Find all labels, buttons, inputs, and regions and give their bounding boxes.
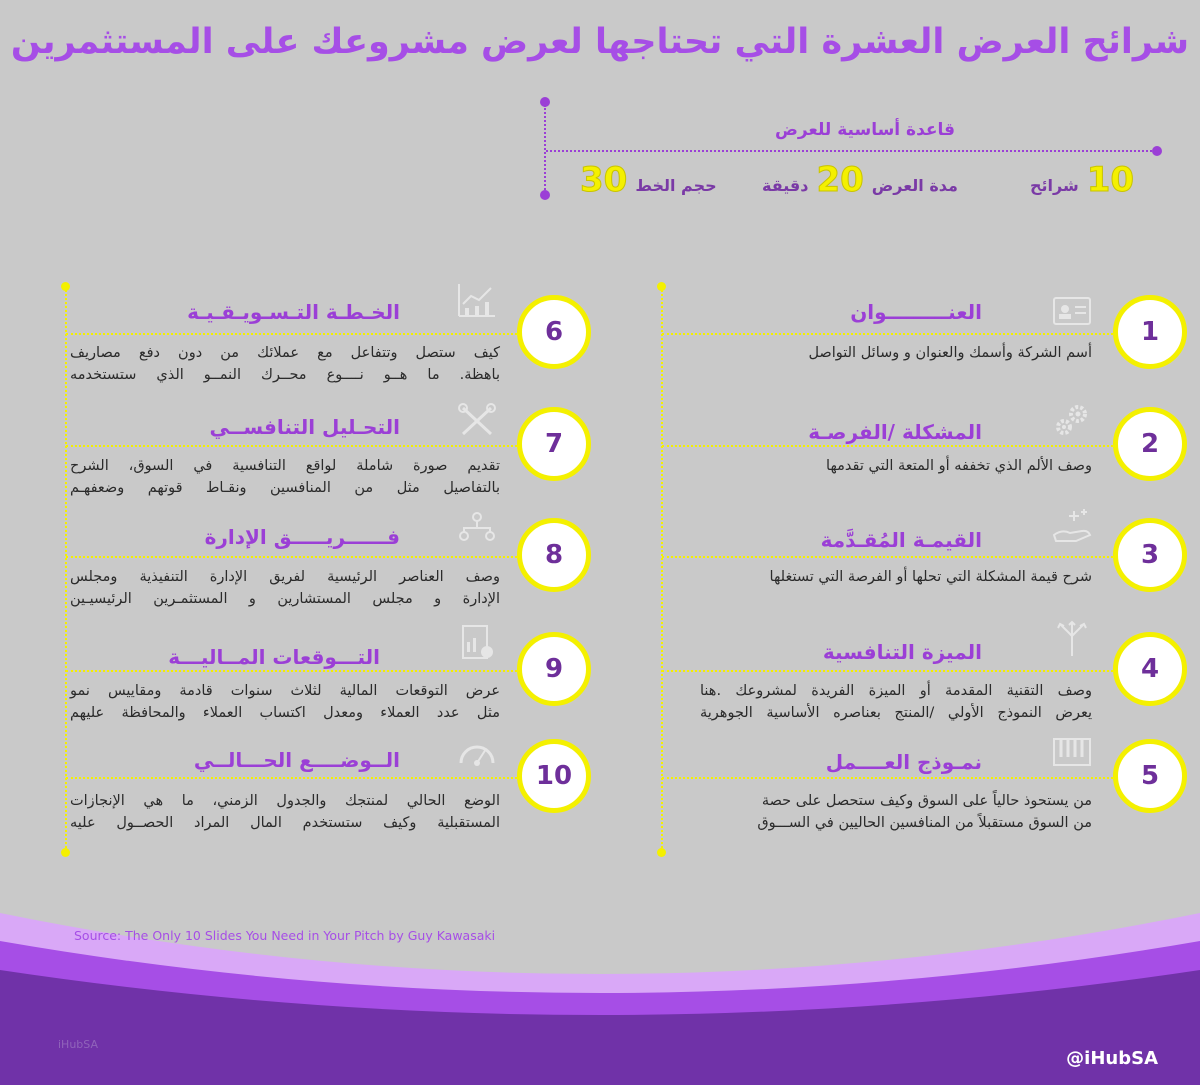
item-9-line-1: عرض التوقعات المالية لثلاث سنوات قادمة ومقاييس نمو bbox=[70, 683, 500, 699]
item-8-line-2: الإدارة و مجلس المستشارين و المستثمـرين الرئيسيـين bbox=[70, 591, 500, 607]
gears-icon bbox=[1050, 400, 1094, 440]
fact-slides-number: 10 bbox=[1086, 160, 1135, 200]
item-5-line-2: من السوق مستقبلاً من المنافسين الحاليين في الســـوق bbox=[757, 815, 1092, 831]
item-7-line bbox=[66, 445, 521, 447]
item-8-description bbox=[70, 566, 500, 610]
item-10-number: 10 bbox=[517, 739, 591, 813]
item-1-description bbox=[700, 342, 1092, 364]
right-timeline bbox=[661, 290, 663, 852]
item-9-description bbox=[70, 680, 500, 724]
item-10-title: الــوضــــع الحـــالــي bbox=[193, 748, 400, 772]
right-timeline-bottom-dot bbox=[657, 848, 666, 857]
item-4-line-1: وصف التقنية المقدمة أو الميزة الفريدة لمشروعك .هنا bbox=[700, 683, 1092, 699]
item-5-number: 5 bbox=[1113, 739, 1187, 813]
item-9-number: 9 bbox=[517, 632, 591, 706]
item-5-line-1: من يستحوذ حالياً على السوق وكيف ستحصل على حصة bbox=[761, 793, 1092, 809]
item-3-description bbox=[700, 566, 1092, 588]
left-timeline bbox=[65, 290, 67, 852]
item-5-title: نمـوذج العــــمل bbox=[825, 750, 982, 774]
item-2-description bbox=[700, 455, 1092, 477]
basis-vertical-line bbox=[544, 105, 546, 193]
item-10-line bbox=[66, 777, 521, 779]
item-9-line bbox=[66, 670, 521, 672]
source-credit: Source: The Only 10 Slides You Need in Your Pitch by Guy Kawasaki bbox=[74, 928, 496, 943]
keyboard-icon bbox=[1050, 733, 1094, 773]
item-4-line bbox=[662, 670, 1117, 672]
tools-icon bbox=[455, 400, 499, 440]
item-6-line-2: باهظة. ما هــو نــــوع محــرك النمــو الذي ستستخدمه bbox=[70, 367, 500, 383]
team-icon bbox=[455, 508, 499, 548]
fact-duration-prefix: مدة العرض bbox=[871, 176, 958, 195]
item-8-line-1: وصف العناصر الرئيسية لفريق الإدارة التنفيذية ومجلس bbox=[70, 569, 500, 585]
item-5-description bbox=[670, 790, 1092, 834]
item-7-title: التحـليل التنافســي bbox=[209, 415, 400, 439]
item-9-title: التـــوقعات المــاليـــة bbox=[168, 645, 380, 669]
item-10-description bbox=[70, 790, 500, 834]
item-2-title: المشكلة /الفرصـة bbox=[808, 420, 982, 444]
item-1-title: العنـــــــــوان bbox=[850, 300, 982, 324]
item-8-number: 8 bbox=[517, 518, 591, 592]
item-8-title: فــــــريـــــق الإدارة bbox=[204, 525, 400, 549]
item-7-line-1: تقديم صورة شاملة لواقع التنافسية في السوق، الشرح bbox=[70, 458, 500, 474]
item-2-number: 2 bbox=[1113, 407, 1187, 481]
item-6-line bbox=[66, 333, 521, 335]
arrows-icon bbox=[1050, 618, 1094, 658]
basis-horizontal-line bbox=[546, 150, 1156, 152]
item-4-title: الميزة التنافسية bbox=[822, 640, 982, 664]
item-3-title: القيمـة المُقـدَّمة bbox=[820, 528, 982, 552]
item-4-description bbox=[700, 680, 1092, 724]
item-6-line-1: كيف ستصل وتتفاعل مع عملائك من دون دفع مصاريف bbox=[70, 345, 500, 361]
item-5-line bbox=[662, 777, 1117, 779]
left-timeline-bottom-dot bbox=[61, 848, 70, 857]
watermark: iHubSA bbox=[58, 1038, 98, 1051]
basis-bottom-dot bbox=[540, 190, 550, 200]
fact-font-label: حجم الخط bbox=[635, 176, 717, 195]
basis-right-dot bbox=[1152, 146, 1162, 156]
gauge-icon bbox=[455, 733, 499, 773]
item-10-line-2: المستقبلية وكيف ستستخدم المال المراد الحصــول عليه bbox=[70, 815, 500, 831]
fact-duration-number: 20 bbox=[816, 160, 864, 200]
item-6-title: الخـطـة التـسـويـقـيـة bbox=[187, 300, 400, 324]
fact-duration-label: دقيقة bbox=[762, 176, 809, 195]
fact-slides-label: شرائح bbox=[1030, 176, 1079, 195]
item-6-description bbox=[70, 342, 500, 386]
item-1-line-1: أسم الشركة وأسمك والعنوان و وسائل التواصل bbox=[808, 345, 1092, 361]
fact-duration bbox=[762, 160, 958, 200]
fact-slides bbox=[1030, 160, 1134, 200]
item-4-line-2: يعرض النموذج الأولي /المنتج بعناصره الأساسية الجوهرية bbox=[700, 705, 1092, 721]
item-2-line bbox=[662, 445, 1117, 447]
item-1-number: 1 bbox=[1113, 295, 1187, 369]
hand-sparkle-icon bbox=[1050, 505, 1094, 545]
item-1-line bbox=[662, 333, 1117, 335]
item-3-line-1: شرح قيمة المشكلة التي تحلها أو الفرصة التي تستغلها bbox=[769, 569, 1092, 585]
fact-font bbox=[580, 160, 717, 200]
item-3-line bbox=[662, 556, 1117, 558]
chart-icon bbox=[455, 280, 499, 320]
bottom-wave bbox=[0, 885, 1200, 1085]
item-7-description bbox=[70, 455, 500, 499]
item-4-number: 4 bbox=[1113, 632, 1187, 706]
item-9-line-2: مثل عدد العملاء ومعدل اكتساب العملاء والمحافظة عليهم bbox=[70, 705, 500, 721]
item-2-line-1: وصف الألم الذي تخففه أو المتعة التي تقدمها bbox=[826, 458, 1092, 474]
report-icon bbox=[455, 622, 499, 662]
item-7-number: 7 bbox=[517, 407, 591, 481]
fact-font-number: 30 bbox=[580, 160, 628, 200]
id-card-icon bbox=[1050, 290, 1094, 330]
item-3-number: 3 bbox=[1113, 518, 1187, 592]
item-8-line bbox=[66, 556, 521, 558]
item-7-line-2: بالتفاصيل مثل من المنافسين ونقـاط قوتهم وضعفهـم bbox=[70, 480, 500, 496]
basis-title: قاعدة أساسية للعرض bbox=[774, 120, 956, 140]
social-handle[interactable]: @iHubSA bbox=[1066, 1048, 1158, 1069]
page-title: شرائح العرض العشرة التي تحتاجها لعرض مشروعك على المستثمرين bbox=[10, 22, 1190, 62]
item-6-number: 6 bbox=[517, 295, 591, 369]
item-10-line-1: الوضع الحالي لمنتجك والجدول الزمني، ما هي الإنجازات bbox=[70, 793, 500, 809]
